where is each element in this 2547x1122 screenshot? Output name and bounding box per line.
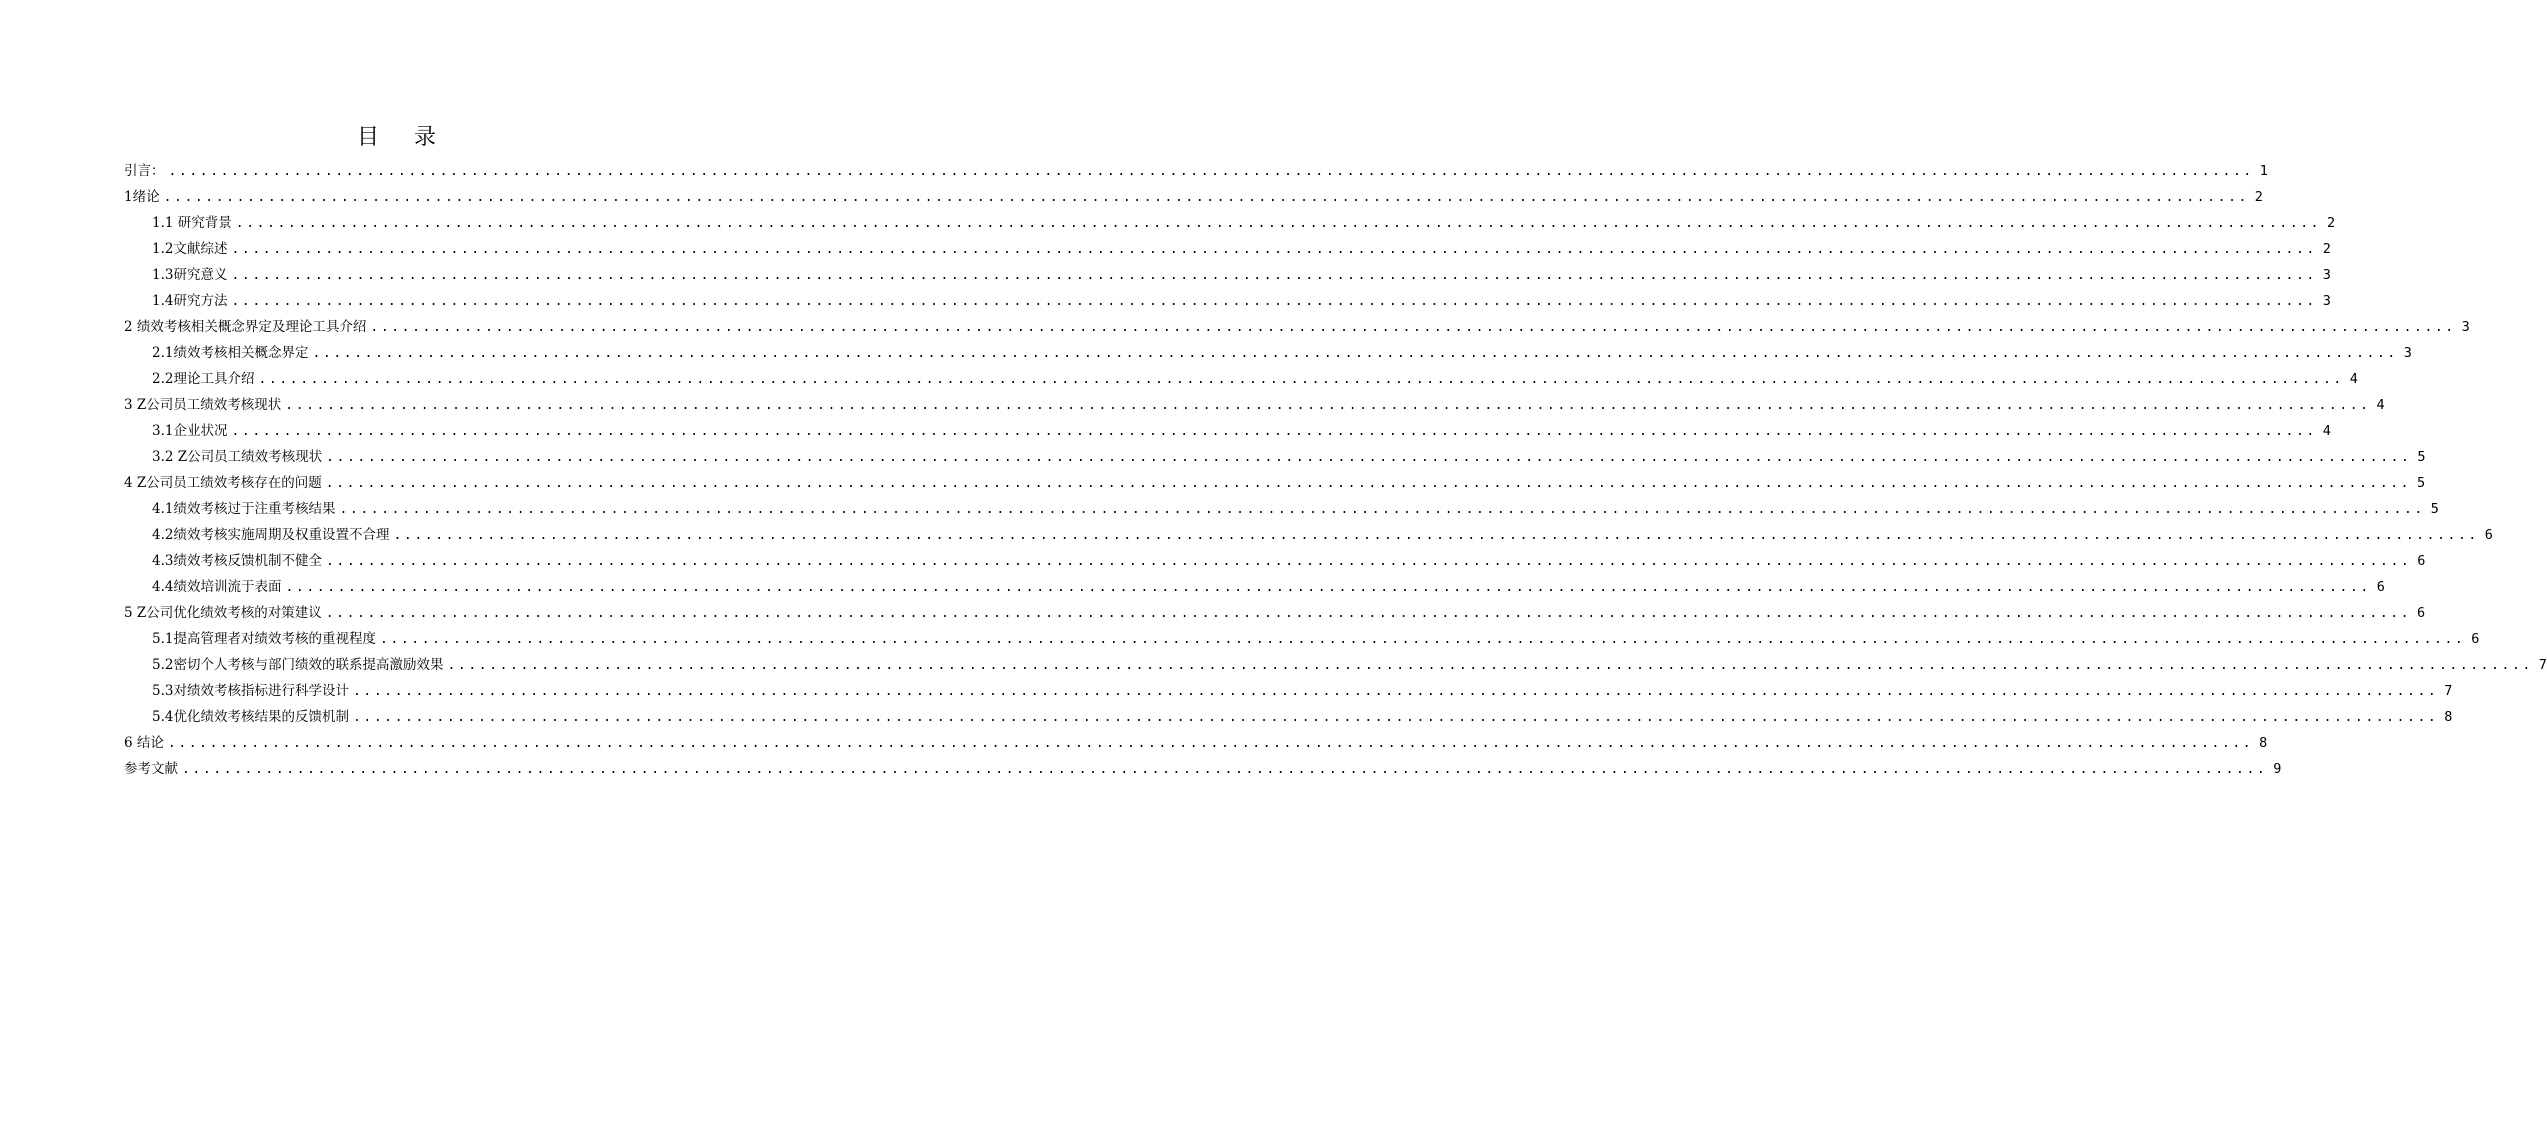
toc-entry[interactable] (124, 184, 2263, 210)
toc-dot-leader: ........................................................................................................................................................................................................ (352, 710, 2439, 725)
toc-entry[interactable] (124, 158, 2268, 184)
toc-dot-leader: ........................................................................................................................................................................................................ (258, 372, 2344, 387)
toc-entry-label: 3.1企业状况 (152, 423, 228, 439)
toc-entry[interactable] (124, 652, 2547, 678)
toc-entry-page-number: 3 (2322, 293, 2331, 309)
toc-entry-label: 1绪论 (124, 189, 160, 205)
toc-entry-label: 4.1绩效考核过于注重考核结果 (152, 501, 336, 517)
table-of-contents (124, 158, 2547, 782)
toc-entry-page-number: 4 (2376, 397, 2385, 413)
toc-dot-leader: ........................................................................................................................................................................................................ (285, 580, 2371, 595)
toc-dot-leader: ........................................................................................................................................................................................................ (163, 190, 2249, 205)
toc-entry-label: 1.1 研究背景 (152, 215, 232, 231)
toc-entry-label: 6 结论 (124, 735, 164, 751)
toc-entry-page-number: 4 (2322, 423, 2331, 439)
toc-dot-leader: ........................................................................................................................................................................................................ (352, 684, 2439, 699)
toc-entry[interactable] (124, 314, 2470, 340)
toc-entry[interactable] (124, 522, 2493, 548)
toc-entry-page-number: 8 (2259, 735, 2268, 751)
toc-entry[interactable] (124, 288, 2331, 314)
toc-entry-label: 4.4绩效培训流于表面 (152, 579, 282, 595)
toc-entry[interactable] (124, 678, 2453, 704)
toc-entry[interactable] (124, 340, 2412, 366)
toc-entry-page-number: 6 (2484, 527, 2493, 543)
toc-entry-page-number: 5 (2430, 501, 2439, 517)
toc-entry-page-number: 5 (2417, 449, 2426, 465)
page-title: 目 录 (357, 125, 450, 150)
toc-entry[interactable] (124, 574, 2385, 600)
toc-entry-label: 参考文献 (124, 761, 178, 777)
toc-dot-leader: ........................................................................................................................................................................................................ (326, 450, 2412, 465)
toc-entry-page-number: 6 (2376, 579, 2385, 595)
toc-entry[interactable] (124, 262, 2331, 288)
toc-entry[interactable] (124, 756, 2282, 782)
toc-entry-label: 5.2密切个人考核与部门绩效的联系提高激励效果 (152, 657, 444, 673)
toc-entry-label: 5.1提高管理者对绩效考核的重视程度 (152, 631, 376, 647)
toc-dot-leader: ........................................................................................................................................................................................................ (231, 268, 2317, 283)
toc-dot-leader: ........................................................................................................................................................................................................ (312, 346, 2398, 361)
toc-entry-page-number: 2 (2326, 215, 2336, 231)
toc-dot-leader: ........................................................................................................................................................................................................ (370, 320, 2456, 335)
toc-entry-page-number: 2 (2254, 189, 2263, 205)
toc-dot-leader: ........................................................................................................................................................................................................ (325, 606, 2412, 621)
toc-dot-leader: ........................................................................................................................................................................................................ (235, 216, 2322, 231)
toc-entry[interactable] (124, 600, 2426, 626)
toc-entry-page-number: 1 (2259, 163, 2268, 179)
toc-entry[interactable] (124, 704, 2453, 730)
toc-dot-leader: ........................................................................................................................................................................................................ (231, 424, 2317, 439)
toc-entry-label: 2.1绩效考核相关概念界定 (152, 345, 309, 361)
toc-entry-page-number: 6 (2471, 631, 2480, 647)
toc-entry-page-number: 6 (2416, 605, 2426, 621)
toc-entry[interactable] (124, 236, 2331, 262)
toc-entry-page-number: 6 (2417, 553, 2426, 569)
toc-entry[interactable] (124, 496, 2439, 522)
toc-entry-page-number: 3 (2461, 319, 2470, 335)
toc-dot-leader: ........................................................................................................................................................................................................ (325, 554, 2412, 569)
toc-entry-page-number: 7 (2444, 683, 2453, 699)
toc-dot-leader: ........................................................................................................................................................................................................ (182, 762, 2268, 777)
toc-dot-leader: ........................................................................................................................................................................................................ (231, 242, 2317, 257)
toc-entry-label: 3.2 Z公司员工绩效考核现状 (152, 449, 323, 465)
toc-entry-page-number: 7 (2538, 657, 2547, 673)
toc-entry-label: 1.3研究意义 (152, 267, 228, 283)
toc-dot-leader: ........................................................................................................................................................................................................ (447, 658, 2533, 673)
toc-dot-leader: ........................................................................................................................................................................................................ (167, 736, 2254, 751)
toc-entry-label: 4.2绩效考核实施周期及权重设置不合理 (152, 527, 390, 543)
toc-entry-page-number: 4 (2349, 371, 2358, 387)
toc-entry[interactable] (124, 626, 2480, 652)
toc-entry[interactable] (124, 392, 2385, 418)
toc-entry-label: 5.4优化绩效考核结果的反馈机制 (152, 709, 349, 725)
toc-dot-leader: ........................................................................................................................................................................................................ (379, 632, 2466, 647)
toc-entry-label: 3 Z公司员工绩效考核现状 (124, 397, 282, 413)
toc-dot-leader: ........................................................................................................................................................................................................ (168, 164, 2254, 179)
toc-entry[interactable] (124, 470, 2426, 496)
toc-entry-label: 1.4研究方法 (152, 293, 228, 309)
toc-entry-page-number: 8 (2444, 709, 2453, 725)
toc-dot-leader: ........................................................................................................................................................................................................ (231, 294, 2317, 309)
toc-entry-label: 2.2理论工具介绍 (152, 371, 255, 387)
toc-dot-leader: ........................................................................................................................................................................................................ (285, 398, 2371, 413)
toc-entry-label: 引言： (124, 163, 165, 179)
toc-entry-page-number: 9 (2273, 761, 2282, 777)
toc-entry-page-number: 3 (2403, 345, 2412, 361)
toc-dot-leader: ........................................................................................................................................................................................................ (339, 502, 2425, 517)
toc-entry-page-number: 3 (2322, 267, 2331, 283)
toc-dot-leader: ........................................................................................................................................................................................................ (393, 528, 2479, 543)
toc-entry[interactable] (124, 730, 2268, 756)
toc-entry-page-number: 2 (2322, 241, 2331, 257)
toc-entry[interactable] (124, 548, 2426, 574)
toc-entry[interactable] (124, 366, 2358, 392)
toc-entry[interactable] (124, 418, 2331, 444)
toc-entry-label: 1.2文献综述 (152, 241, 228, 257)
toc-entry-label: 5 Z公司优化绩效考核的对策建议 (124, 605, 322, 621)
toc-entry-label: 4 Z公司员工绩效考核存在的问题 (124, 475, 322, 491)
toc-entry-label: 4.3绩效考核反馈机制不健全 (152, 553, 322, 569)
toc-entry-label: 2 绩效考核相关概念界定及理论工具介绍 (124, 319, 367, 335)
toc-dot-leader: ........................................................................................................................................................................................................ (325, 476, 2412, 491)
toc-entry-label: 5.3对绩效考核指标进行科学设计 (152, 683, 349, 699)
toc-entry[interactable] (124, 210, 2336, 236)
toc-entry-page-number: 5 (2416, 475, 2426, 491)
toc-entry[interactable] (124, 444, 2426, 470)
